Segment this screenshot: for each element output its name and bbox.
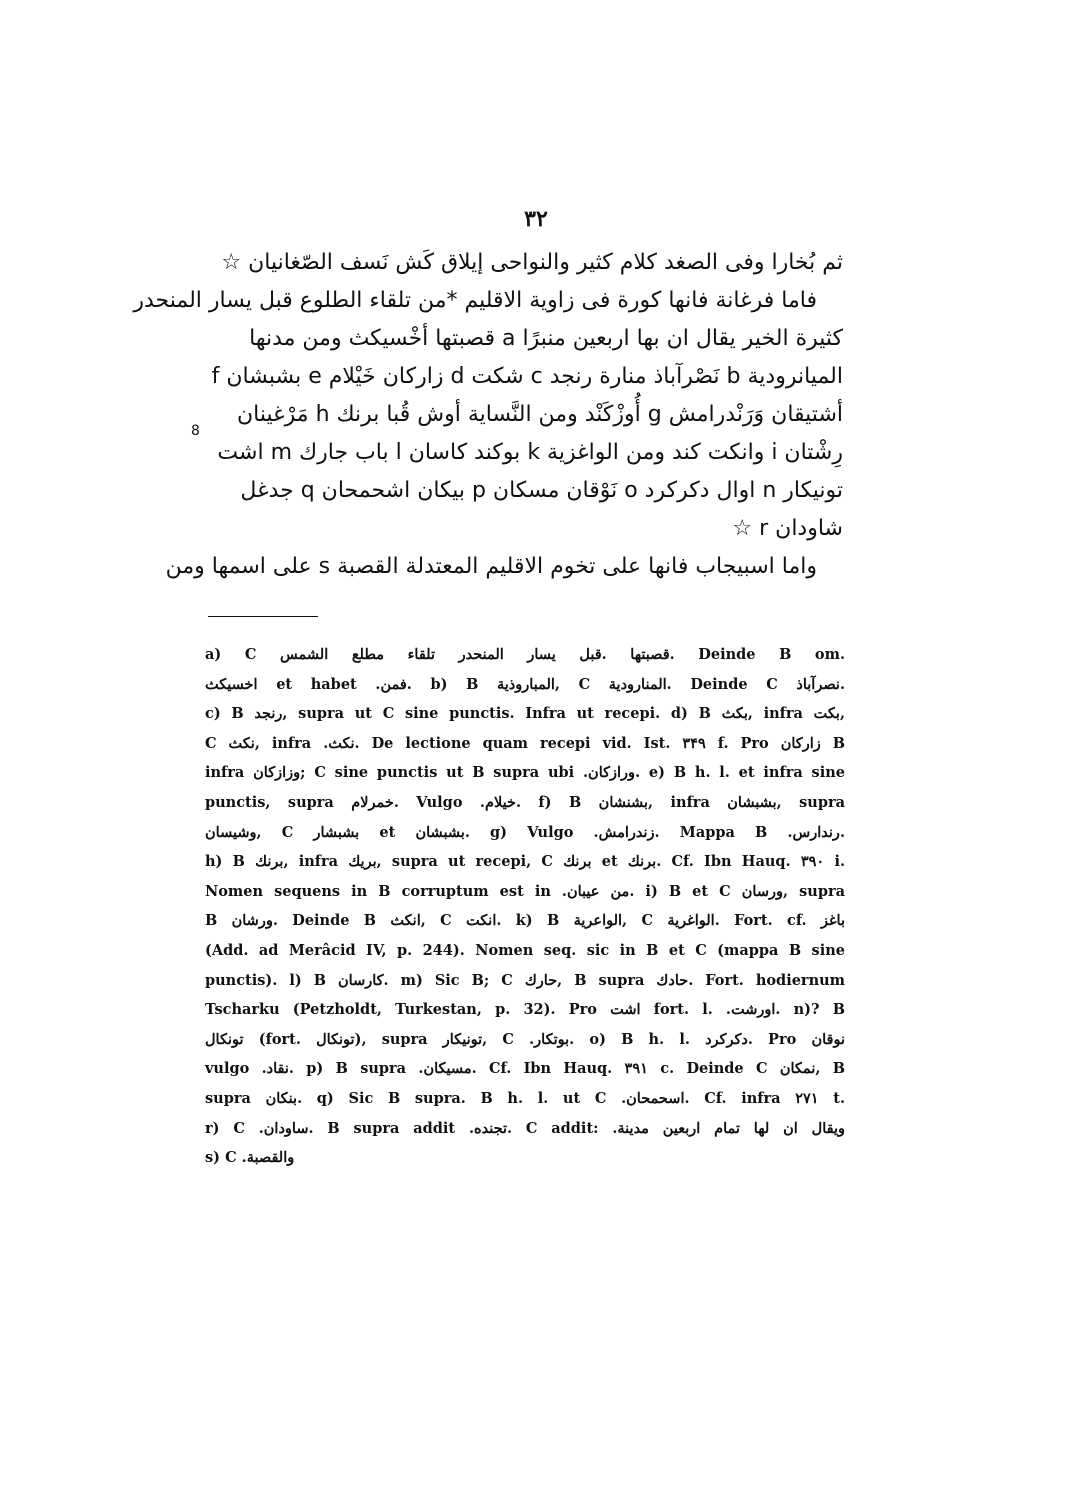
footnote-line: c) B رنجد, supra ut C sine punctis. Infra ut recepi. d) B بكث, infra بكت, [205, 705, 846, 723]
page-number: ۳۲ [524, 206, 548, 232]
footnote-line: C نكث, infra .نكث. De lectione quam recepi vid. Ist. ۳۴۹ f. Pro زاركان B [205, 734, 846, 752]
margin-line-marker: 8 [191, 423, 200, 439]
footnote-line: vulgo .نقاد. p) B supra .مسيكان. Cf. Ibn Hauq. ۳۹۱ c. Deinde C نمكان, B [205, 1060, 845, 1078]
text-line: فاما فرغانة فانها كورة فى زاوية الاقليم *من تلقاء الطلوع قبل يسار المنحدر [133, 288, 817, 313]
text-line: شاودان r ☆ [732, 516, 843, 541]
footnote-line: punctis, supra خمرلام. Vulgo .خيلام. f) B بشنشان, infra بشبشان, supra [205, 793, 846, 811]
text-line: كثيرة الخير يقال ان بها اربعين منبرًا a قصبتها أخْسيكث ومن مدنها [249, 326, 843, 351]
footnote-line: infra وزازكان; C sine punctis ut B supra ubi .ورازكان. e) B h. l. et infra sine [205, 764, 845, 782]
footnote-line: h) B برنك, infra بريك, supra ut recepi, C برنك et برنك. Cf. Ibn Hauq. ۳۹۰ i. [205, 853, 846, 871]
footnote-line: (Add. ad Merâcid IV, p. 244). Nomen seq. sic in B et C (mappa B sine [205, 941, 845, 959]
text-line: الميانرودية b نَصْرآباذ منارة رنجد c شكت d زاركان خَيْلام e بشبشان f [211, 364, 843, 389]
footnote-line: Tscharku (Petzholdt, Turkestan, p. 32). Pro اشت fort. l. .اورشت. n)? B [205, 1001, 845, 1019]
footnote-line: B ورشان. Deinde B انكث, C انكت. k) B الواعرية, C الواغرية. Fort. cf. باغز [205, 912, 846, 930]
footnote-line: supra بنكان. q) Sic B supra. B h. l. ut C .اسحمحان. Cf. infra ۲۷۱ t. [205, 1089, 845, 1107]
footnote-line: r) C .ساودان. B supra addit .تجنده. C addit: .ويقال ان لها تمام اربعين مدينة [205, 1119, 845, 1137]
footnote-line: punctis). l) B كارسان. m) Sic B; C حارك, B supra حادك. Fort. hodiernum [205, 971, 845, 989]
text-line: تونيكار n اوال دكركرد o نَوْقان مسكان p بيكان اشحمحان q جدغل [240, 478, 843, 503]
footnote-separator [208, 616, 318, 617]
footnote-line: Nomen sequens in B corruptum est in .من عيبان. i) B et C ورسان, supra [205, 882, 845, 900]
footnote-line: اخسيكث et habet .فمن. b) B المباروذية, C المنارودية. Deinde C نصرآباذ. [205, 675, 845, 693]
arabic-main-text [133, 244, 843, 586]
text-line: رِشْتان i وانكت كند ومن الواغزية k بوكند كاسان l باب جارك m اشت [217, 440, 843, 465]
text-line: ثم بُخارا وفى الصغد كلام كثير والنواحى إيلاق كَش نَسف الصّغانيان ☆ [221, 250, 843, 275]
text-line: أشتيقان وَرَنْدرامش g أُوزْكَنْد ومن النَّساية أوش قُبا برنك h مَرْغينان [237, 402, 843, 427]
footnote-line: s) C .والقصبة [205, 1149, 295, 1167]
footnote-line: a) C قصبتها .قبل يسار المنحدر تلقاء مطلع الشمس. Deinde B om. [205, 646, 845, 663]
footnotes [205, 640, 845, 1173]
footnote-line: وشيسان, C بشبشار et بشبشان. g) Vulgo .زندرامش. Mappa B .رندارس. [205, 823, 845, 841]
footnote-line: تونكال (fort. تونكال), supra تونيكار, C .بوتكار. o) B h. l. دكركرد. Pro نوقان [205, 1030, 845, 1048]
text-line: واما اسبيجاب فانها على تخوم الاقليم المعتدلة القصبة s على اسمها ومن [165, 554, 817, 579]
